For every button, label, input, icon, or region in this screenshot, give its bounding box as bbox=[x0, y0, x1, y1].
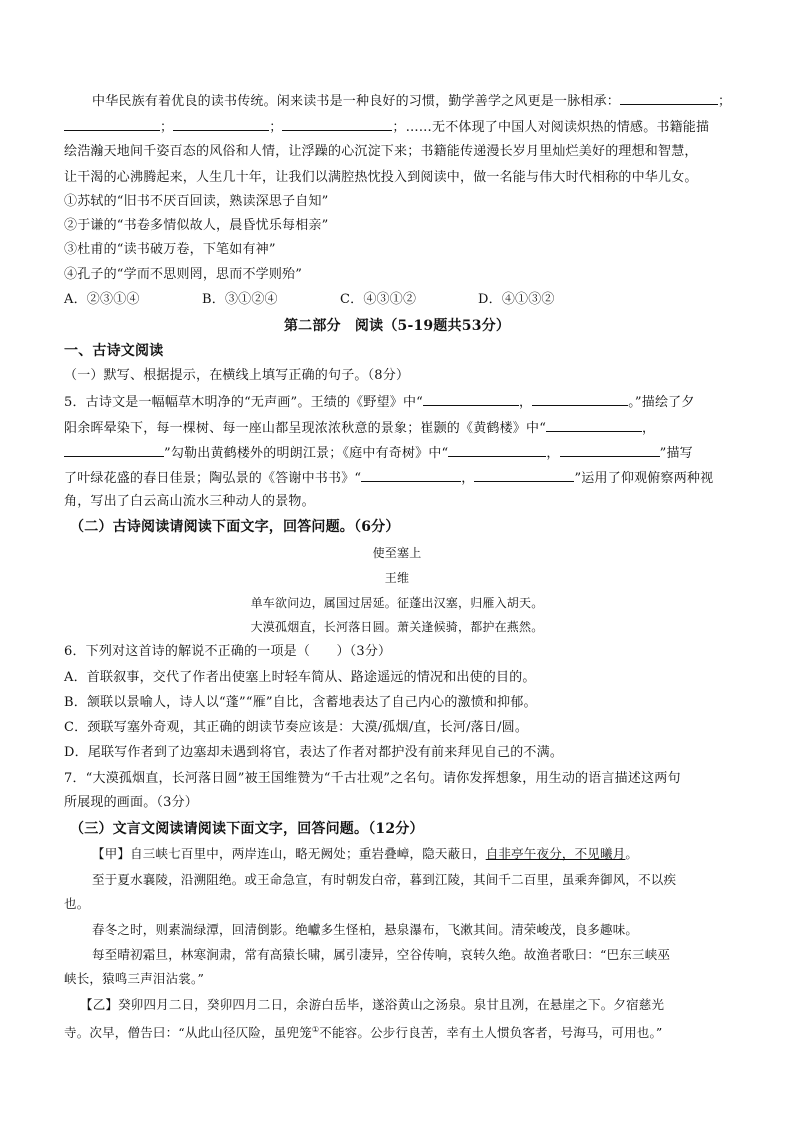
q4-item-2: ②于谦的“书卷多情似故人，晨昏忧乐每相亲” bbox=[64, 218, 329, 233]
subsection-1-title: （一）默写、根据提示，在横线上填写正确的句子。（8分） bbox=[64, 368, 410, 383]
answer-blank[interactable] bbox=[64, 118, 160, 131]
jia-line-3: 也。 bbox=[64, 896, 90, 911]
footnote-marker: ① bbox=[311, 1025, 320, 1034]
q4-line-1 bbox=[92, 92, 731, 110]
poem-author: 王维 bbox=[384, 571, 410, 585]
poem-title: 使至塞上 bbox=[372, 546, 422, 560]
q5-line-3 bbox=[64, 444, 693, 462]
q5-text: ， bbox=[546, 446, 560, 461]
q7-line-1: 7．“大漠孤烟直，长河落日圆”被王国维赞为“千古壮观”之名句。请你发挥想象，用生动的语言描述这两句 bbox=[64, 771, 681, 786]
q5-line-4 bbox=[64, 469, 713, 487]
answer-blank[interactable] bbox=[173, 118, 269, 131]
jia-line-2: 至于夏水襄陵，沿溯阻绝。或王命急宣，有时朝发白帝，暮到江陵，其间千二百里，虽乘奔御风，不以疾 bbox=[92, 872, 677, 887]
part2-title: 第二部分 阅读（5-19题共53分） bbox=[283, 318, 511, 334]
jia-line-4: 春冬之时，则素湍绿潭，回清倒影。绝巘多生怪柏，悬泉瀑布，飞漱其间。清荣峻茂，良多趣味。 bbox=[92, 922, 639, 937]
jia-text: 。 bbox=[625, 846, 639, 861]
underlined-sentence: 自非亭午夜分，不见曦月 bbox=[485, 846, 626, 861]
q4-line-3: 绘浩瀚天地间千姿百态的风俗和人情，让浮躁的心沉淀下来；书籍能传递漫长岁月里灿烂美好的理想和智慧， bbox=[64, 144, 698, 159]
option-b[interactable]: B．③①②④ bbox=[202, 292, 278, 307]
jia-line-1 bbox=[92, 846, 638, 862]
answer-blank[interactable] bbox=[474, 469, 574, 482]
q5-line-2 bbox=[64, 419, 655, 437]
answer-blank[interactable] bbox=[64, 444, 164, 457]
q6-option-d[interactable]: D．尾联写作者到了边塞却未遇到将官，表达了作者对都护没有前来拜见自己的不满。 bbox=[64, 745, 564, 760]
q5-text: ”勾勒出黄鹤楼外的明朗江景；《庭中有奇树》中“ bbox=[164, 446, 449, 461]
q5-text: ， bbox=[642, 421, 656, 436]
section-1-title: 一、古诗文阅读 bbox=[64, 343, 164, 359]
q4-text: ； bbox=[718, 94, 732, 109]
q5-text: 5．古诗文是一幅幅草木明净的“无声画”。王绩的《野望》中“ bbox=[64, 395, 424, 410]
subsection-2-title: （二）古诗阅读请阅读下面文字，回答问题。（6分） bbox=[70, 519, 400, 535]
q4-options bbox=[64, 292, 616, 308]
q4-item-4: ④孔子的“学而不思则罔，思而不学则殆” bbox=[64, 267, 303, 282]
q5-text: ”运用了仰观俯察两种视 bbox=[574, 471, 714, 486]
answer-blank[interactable] bbox=[282, 118, 392, 131]
option-a[interactable]: A．②③①④ bbox=[64, 292, 140, 307]
q4-line-2 bbox=[64, 118, 709, 136]
q4-item-1: ①苏轼的“旧书不厌百回读，熟读深思子自知” bbox=[64, 194, 329, 209]
option-d[interactable]: D．④①③② bbox=[478, 292, 555, 307]
q6-stem: 6．下列对这首诗的解说不正确的一项是（ ）（3分） bbox=[64, 644, 392, 659]
subsection-3-title: （三）文言文阅读请阅读下面文字，回答问题。（12分） bbox=[70, 821, 424, 837]
answer-blank[interactable] bbox=[448, 444, 546, 457]
q4-line-4: 让干渴的心沸腾起来，人生几十年，让我们以满腔热忱投入到阅读中，做一名能与伟大时代相称的中华儿女。 bbox=[64, 170, 698, 185]
q5-text: ， bbox=[461, 471, 475, 486]
q6-option-c[interactable]: C．颈联写塞外奇观，其正确的朗读节奏应该是：大漠/孤烟/直，长河/落日/圆。 bbox=[64, 720, 529, 735]
answer-blank[interactable] bbox=[546, 419, 642, 432]
yi-text: 不能容。公步行良苦，幸有土人惯负客者，号海马，可用也。” bbox=[319, 1025, 663, 1041]
q6-option-b[interactable]: B．颔联以景喻人，诗人以“蓬”“雁”自比，含蓄地表达了自己内心的激愤和抑郁。 bbox=[64, 695, 537, 710]
q4-text: 中华民族有着优良的读书传统。闲来读书是一种良好的习惯，勤学善学之风更是一脉相承： bbox=[92, 94, 621, 109]
q5-line-1 bbox=[64, 393, 695, 411]
jia-line-5: 每至晴初霜旦，林寒涧肃，常有高猿长啸，属引凄异，空谷传响，哀转久绝。故渔者歌曰：“巴东三峡巫 bbox=[92, 947, 671, 962]
jia-line-6: 峡长，猿鸣三声泪沾裳。” bbox=[64, 971, 205, 986]
poem-line-1: 单车欲问边，属国过居延。征蓬出汉塞，归雁入胡天。 bbox=[250, 596, 544, 610]
answer-blank[interactable] bbox=[620, 92, 718, 105]
q4-text: ； bbox=[160, 120, 174, 135]
q6-option-a[interactable]: A．首联叙事，交代了作者出使塞上时轻车简从、路途遥远的情况和出使的目的。 bbox=[64, 670, 536, 685]
q5-text: ， bbox=[519, 395, 533, 410]
answer-blank[interactable] bbox=[361, 469, 461, 482]
q7-line-2: 所展现的画面。（3分） bbox=[64, 795, 198, 810]
yi-line-2 bbox=[64, 1022, 663, 1041]
yi-line-1: 【乙】癸卯四月二日，癸卯四月二日，余游白岳毕，遂浴黄山之汤泉。泉甘且冽，在悬崖之下。夕宿慈光 bbox=[80, 997, 665, 1012]
q4-text: ；……无不体现了中国人对阅读炽热的情感。书籍能描 bbox=[392, 120, 710, 135]
jia-text: 【甲】自三峡七百里中，两岸连山，略无阙处；重岩叠嶂，隐天蔽日， bbox=[92, 846, 486, 861]
yi-text: 寺。次早，僧告曰：“从此山径仄险，虽兜笼 bbox=[64, 1025, 312, 1041]
q5-line-5: 角，写出了白云高山流水三种动人的景物。 bbox=[64, 494, 315, 509]
q5-text: ”描写 bbox=[659, 446, 693, 461]
q5-text: 了叶绿花盛的春日佳景；陶弘景的《答谢中书书》“ bbox=[64, 471, 362, 486]
q5-text: 阳余晖晕染下，每一棵树、每一座山都呈现浓浓秋意的景象；崔颢的《黄鹤楼》中“ bbox=[64, 421, 547, 436]
answer-blank[interactable] bbox=[532, 393, 628, 406]
answer-blank[interactable] bbox=[423, 393, 519, 406]
option-c[interactable]: C．④③①② bbox=[340, 292, 417, 307]
q5-text: 。”描绘了夕 bbox=[628, 395, 695, 410]
poem-line-2: 大漠孤烟直，长河落日圆。萧关逢候骑，都护在燕然。 bbox=[250, 620, 544, 634]
q4-text: ； bbox=[269, 120, 283, 135]
q4-item-3: ③杜甫的“读书破万卷，下笔如有神” bbox=[64, 242, 276, 257]
answer-blank[interactable] bbox=[560, 444, 660, 457]
